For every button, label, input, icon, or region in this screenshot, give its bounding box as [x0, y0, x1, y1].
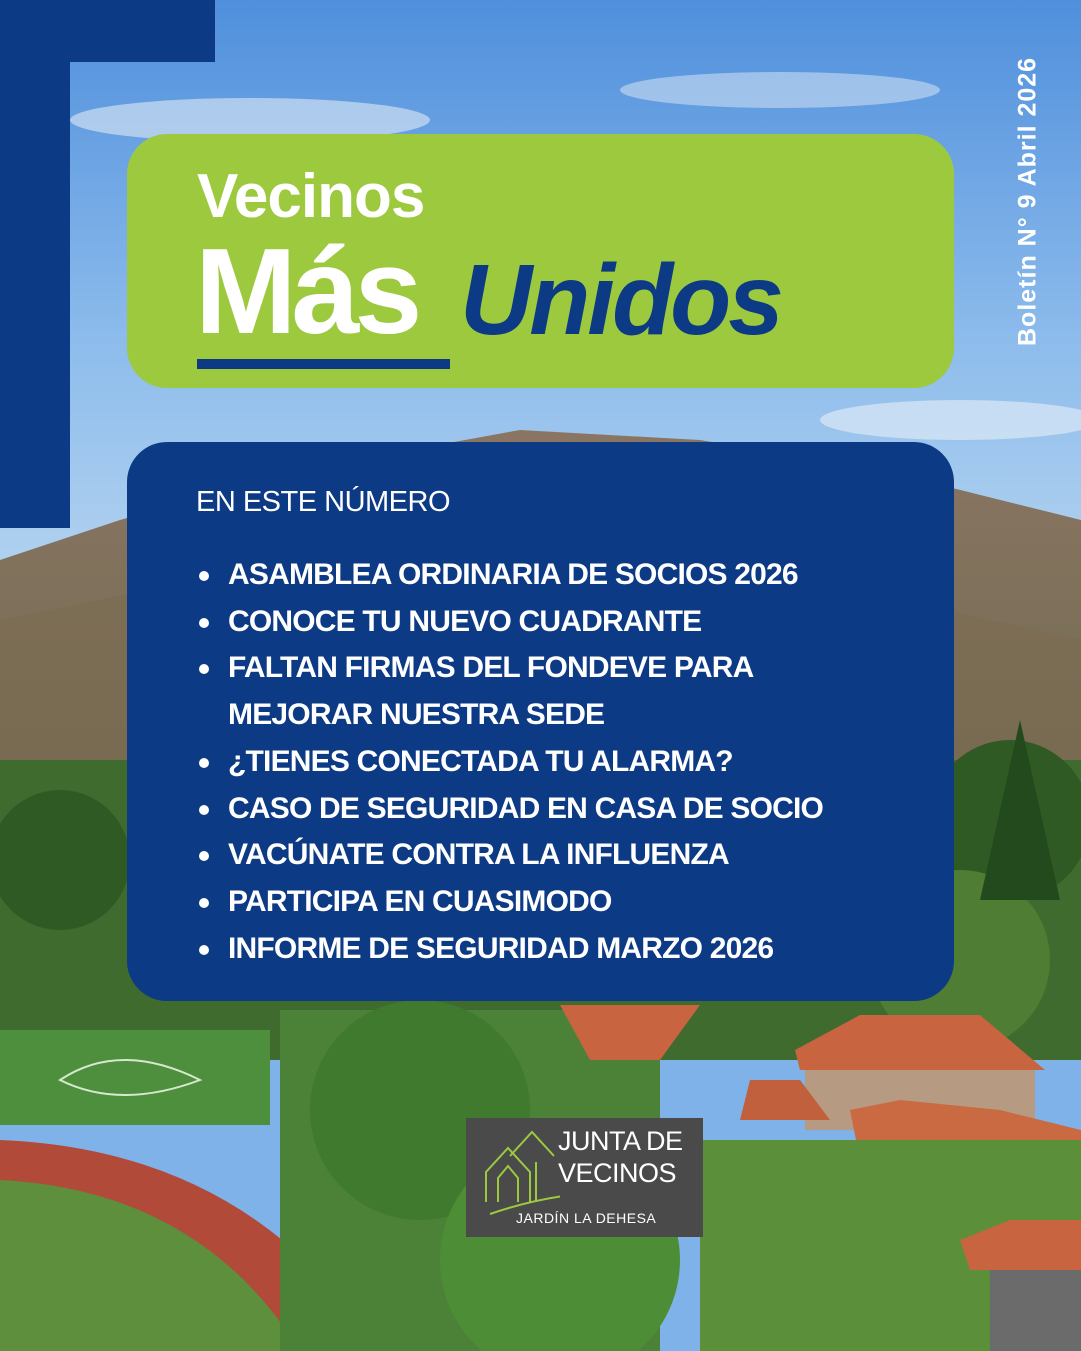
logo-subtitle: JARDÍN LA DEHESA [516, 1210, 657, 1226]
list-item [196, 832, 876, 879]
list-item [196, 786, 876, 833]
list-item [196, 552, 876, 599]
junta-de-vecinos-logo [466, 1118, 703, 1237]
list-item-text: INFORME DE SEGURIDAD MARZO 2026 [228, 931, 774, 965]
list-item [196, 879, 876, 926]
list-item-text: CONOCE TU NUEVO CUADRANTE [228, 604, 702, 638]
bullet-icon [199, 571, 209, 581]
logo-text-line2: VECINOS [558, 1158, 677, 1188]
list-item [196, 926, 876, 973]
list-item-text: FALTAN FIRMAS DEL FONDEVE PARA MEJORAR NUESTRA SEDE [228, 651, 753, 732]
house-outline-icon [480, 1126, 560, 1216]
bullet-icon [199, 618, 209, 628]
contents-panel [127, 442, 954, 1001]
bullet-icon [199, 945, 209, 955]
list-item-text: ¿TIENES CONECTADA TU ALARMA? [228, 744, 733, 778]
issue-label: Boletín N° 9 Abril 2026 [1013, 56, 1042, 346]
corner-bar-decoration [0, 0, 70, 528]
title-panel [127, 134, 954, 388]
contents-heading: EN ESTE NÚMERO [196, 486, 451, 518]
list-item-text: PARTICIPA EN CUASIMODO [228, 884, 612, 918]
title-word-mas: Más [195, 223, 418, 359]
bullet-icon [199, 898, 209, 908]
list-item-text: ASAMBLEA ORDINARIA DE SOCIOS 2026 [228, 558, 798, 591]
list-item-text: VACÚNATE CONTRA LA INFLUENZA [228, 838, 729, 872]
list-item [196, 645, 876, 738]
bullet-icon [199, 805, 209, 815]
list-item [196, 599, 876, 646]
contents-list [196, 552, 876, 972]
title-line-vecinos: Vecinos [197, 162, 425, 231]
list-item [196, 739, 876, 786]
title-word-unidos: Unidos [460, 244, 781, 356]
logo-text-line1: JUNTA DE [558, 1126, 683, 1156]
bullet-icon [199, 664, 209, 674]
bullet-icon [199, 851, 209, 861]
title-underline [197, 359, 450, 369]
list-item-text: CASO DE SEGURIDAD EN CASA DE SOCIO [228, 791, 824, 825]
bullet-icon [199, 758, 209, 768]
